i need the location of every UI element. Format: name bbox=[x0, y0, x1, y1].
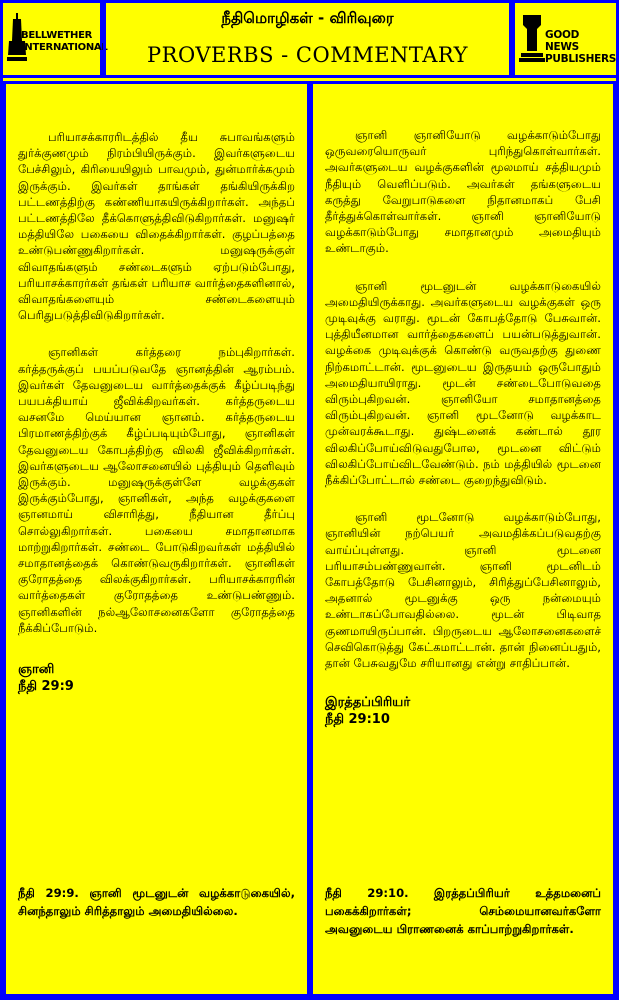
page-title-tamil: நீதிமொழிகள் - விரிவுரை bbox=[221, 9, 394, 27]
right-column-content bbox=[325, 127, 601, 728]
left-verse-text: நீதி 29:9. ஞானி மூடனுடன் வழக்காடுகையில், சினந்தாலும் சிரித்தாலும் அமைதியில்லை. bbox=[18, 886, 295, 918]
right-paragraph-3: ஞானி மூடனோடு வழக்காடும்போது, ஞானியின் நற்பெயர் அவமதிக்கப்படுவதற்கு வாய்ப்புள்ளது. ஞானி மூடனை பரியாசம்பண்ணுவான். ஞானி மூடனிடம் கோபத்தோடு பேசினாலும், சிரித்துப்பேசினாலும், அதனால் மூடனுக்கு ஒரு நன்மையும் உண்டாகப்போவதில்லை. மூடன் பிடிவாத குணமாயிருப்பான். பிறருடைய ஆலோசனைகளைச் செவிகொடுத்து கேட்கமாட்டான். தான் நினைப்பதும், தான் பேசுவதுமே சரியானது என்று சாதிப்பான். bbox=[325, 510, 601, 671]
right-verse-text: நீதி 29:10. இரத்தப்பிரியர் உத்தமனைப் பகைக்கிறார்கள்; செம்மையானவர்களோ அவனுடைய பிராணனைக் காப்பாற்றுகிறார்கள். bbox=[325, 886, 601, 936]
bellwether-logo-text bbox=[21, 30, 107, 54]
left-column-content bbox=[18, 129, 295, 695]
bellwether-logo-line2: INTERNATIONAL bbox=[21, 42, 108, 53]
good-news-logo-text bbox=[545, 29, 616, 65]
good-news-logo bbox=[519, 11, 614, 71]
bellwether-logo-line1: BELLWETHER bbox=[21, 30, 93, 41]
right-section-heading-title: இரத்தப்பிரியர் bbox=[325, 695, 411, 711]
left-section-heading-reference: நீதி 29:9 bbox=[18, 679, 74, 695]
good-news-logo-line2: PUBLISHERS bbox=[545, 53, 616, 65]
left-column bbox=[3, 81, 310, 997]
right-paragraph-1: ஞானி ஞானியோடு வழக்காடும்போது ஒருவரையொருவர் புரிந்துகொள்வார்கள். அவர்களுடைய வழக்குகளின் மூலமாய் சத்தியமும் நீதியும் வெளிப்படும். அவர்கள் தங்களுடைய கருத்து வேறுபாடுகளை நிதானமாகப் பேசி தீர்த்துக்கொள்வார்கள். ஞானி ஞானியோடு வழக்காடும்போது சமாதானமும் அமைதியும் உண்டாகும். bbox=[325, 128, 601, 256]
right-paragraph-2: ஞானி மூடனுடன் வழக்காடுகையில் அமைதியிருக்காது. அவர்களுடைய வழக்குகள் ஒரு முடிவுக்கு வராது. மூடன் கோபத்தோடு பேசுவான். புத்தியீனமான வார்த்தைகளைப் பயன்படுத்துவான். வழக்கை முடிவுக்குக் கொண்டு வருவதற்கு துணை நிற்கமாட்டான். மூடனுடைய இருதயம் ஒருபோதும் அமைதியாயிராது. மூடன் சண்டைபோடுவதை விரும்புகிறவன். ஞானியோ சமாதானத்தை விரும்புகிறவன். ஞானி மூடனோடு வழக்காட முன்வரக்கூடாது. துஷ்டனைக் கண்டால் தூர விலகிப்போய்விடுவதுபோல, மூடனை விட்டும் விலகிப்போய்விடவேண்டும். நம் மத்தியில் மூடனை நீக்கிப்போட்டால் சண்டை குறைந்துவிடும். bbox=[325, 278, 601, 488]
good-news-book-icon bbox=[519, 11, 545, 63]
left-section-heading-title: ஞானி bbox=[18, 662, 55, 678]
page-title-english: PROVERBS - COMMENTARY bbox=[147, 43, 468, 67]
left-paragraph-1: பரியாசக்காரரிடத்தில் தீய சுபாவங்களும் துர்க்குணமும் நிரம்பியிருக்கும். இவர்களுடைய பேச்சிலும், கிரியையிலும் பாவமும், துன்மார்க்கமும் இருக்கும். இவர்கள் தாங்கள் தங்கியிருக்கிற பட்டணத்திற்கு கண்ணியாகயிருக்கிறார்கள். அந்தப் பட்டணத்திலே தீக்கொளுத்திவிடுகிறார்கள். மனுஷர் மத்தியிலே பகையை விதைக்கிறார்கள். குழப்பத்தை உண்டுபண்ணுகிறார்கள். மனுஷருக்குள் விவாதங்களும் சண்டைகளும் ஏற்படும்போது, பரியாசக்காரர்கள் தங்கள் பரியாச வார்த்தைகளினால், விவாதங்களையும் சண்டைகளையும் பெரிதுபடுத்திவிடுகிறார்கள். bbox=[18, 130, 295, 323]
header-right-logo-box bbox=[512, 0, 619, 78]
good-news-logo-line1: GOOD NEWS bbox=[545, 29, 579, 53]
left-paragraph-2: ஞானிகள் கர்த்தரை நம்புகிறார்கள். கர்த்தருக்குப் பயப்படுவதே ஞானத்தின் ஆரம்பம். இவர்கள் தேவனுடைய வார்த்தைக்குக் கீழ்ப்படிந்து பயபக்தியாய் ஜீவிக்கிறவர்கள். கர்த்தருடைய வசனமே மெய்யான ஞானம். கர்த்தருடைய பிரமாணத்திற்குக் கீழ்ப்படியும்போது, ஞானிகள் தேவனுடைய கோபத்திற்கு விலகி ஜீவிக்கிறார்கள். இவர்களுடைய ஆலோசனையில் புத்தியும் தெளிவும் இருக்கும். மனுஷருக்குள்ளே வழக்குகள் இருக்கும்போது, ஞானிகள், அந்த வழக்குகளை ஞானமாய் விசாரித்து, நீதியான தீர்ப்பு சொல்லுகிறார்கள். பகையை சமாதானமாக மாற்றுகிறார்கள். சண்டை போடுகிறவர்கள் மத்தியில் சமாதானத்தைக் கொண்டுவருகிறார்கள். ஞானிகள் குரோதத்தை விலக்குகிறார்கள். பரியாசக்காரரின் வார்த்தைகள் குரோதத்தை உண்டுபண்ணும். ஞானிகளின் நல்ஆலோசனைகளோ குரோதத்தை நீக்கிப்போடும். bbox=[18, 345, 295, 635]
header-left-logo-box bbox=[0, 0, 108, 78]
right-section-heading-reference: நீதி 29:10 bbox=[325, 712, 390, 728]
header-title-box bbox=[103, 0, 512, 78]
right-column bbox=[310, 81, 616, 997]
bellwether-logo bbox=[7, 11, 108, 71]
